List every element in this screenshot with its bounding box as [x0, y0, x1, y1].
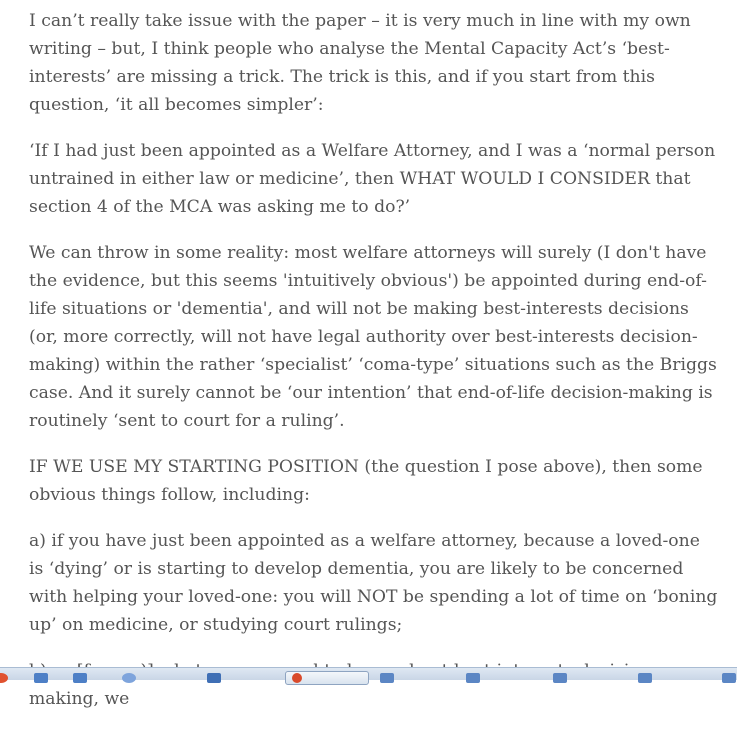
document-icon[interactable]: [722, 673, 736, 683]
folder-icon[interactable]: [34, 673, 48, 683]
folder-icon[interactable]: [73, 673, 87, 683]
paragraph-3: We can throw in some reality: most welfare attorneys will surely (I don't have the evidence, but this seems 'intuitively obvious') be appointed during end-of-life situations or 'dementia', and will not be making best-interests decisions (or, more correctly, will not have legal authority over best-interests decision-making) within the rather ‘specialist’ ‘coma-type’ situations such as the Briggs case. And it surely cannot be ‘our intention’ that end-of-life decision-making is routinely ‘sent to court for a ruling’.: [29, 243, 717, 431]
browser-icon[interactable]: [0, 673, 8, 683]
browser-icon: [292, 673, 302, 683]
paragraph-4: IF WE USE MY STARTING POSITION (the question I pose above), then some obvious things follow, including:: [29, 457, 703, 505]
document-icon[interactable]: [638, 673, 652, 683]
paragraph-1: I can’t really take issue with the paper – it is very much in line with my own writing – but, I think people who analyse the Mental Capacity Act’s ‘best-interests’ are missing a trick. The trick is this, and if you start from this question, ‘it all becomes simpler’:: [29, 11, 691, 115]
document-icon[interactable]: [466, 673, 480, 683]
paragraph-6: making, we: [29, 689, 130, 709]
app-icon[interactable]: [122, 673, 136, 683]
monitor-icon[interactable]: [207, 673, 221, 683]
document-icon[interactable]: [380, 673, 394, 683]
paragraph-2: ‘If I had just been appointed as a Welfare Attorney, and I was a ‘normal person untrained in either law or medicine’, then WHAT WOULD I CONSIDER that section 4 of the MCA was asking me to do?’: [29, 141, 716, 217]
document-icon[interactable]: [553, 673, 567, 683]
taskbar: [0, 667, 737, 680]
paragraph-5: a) if you have just been appointed as a welfare attorney, because a loved-one is ‘dying’ or is starting to develop dementia, you are likely to be concerned with helping your loved-one: you will NOT be spending a lot of time on ‘boning up’ on medicine, or studying court rulings;: [29, 531, 718, 635]
article-body: [29, 7, 719, 731]
